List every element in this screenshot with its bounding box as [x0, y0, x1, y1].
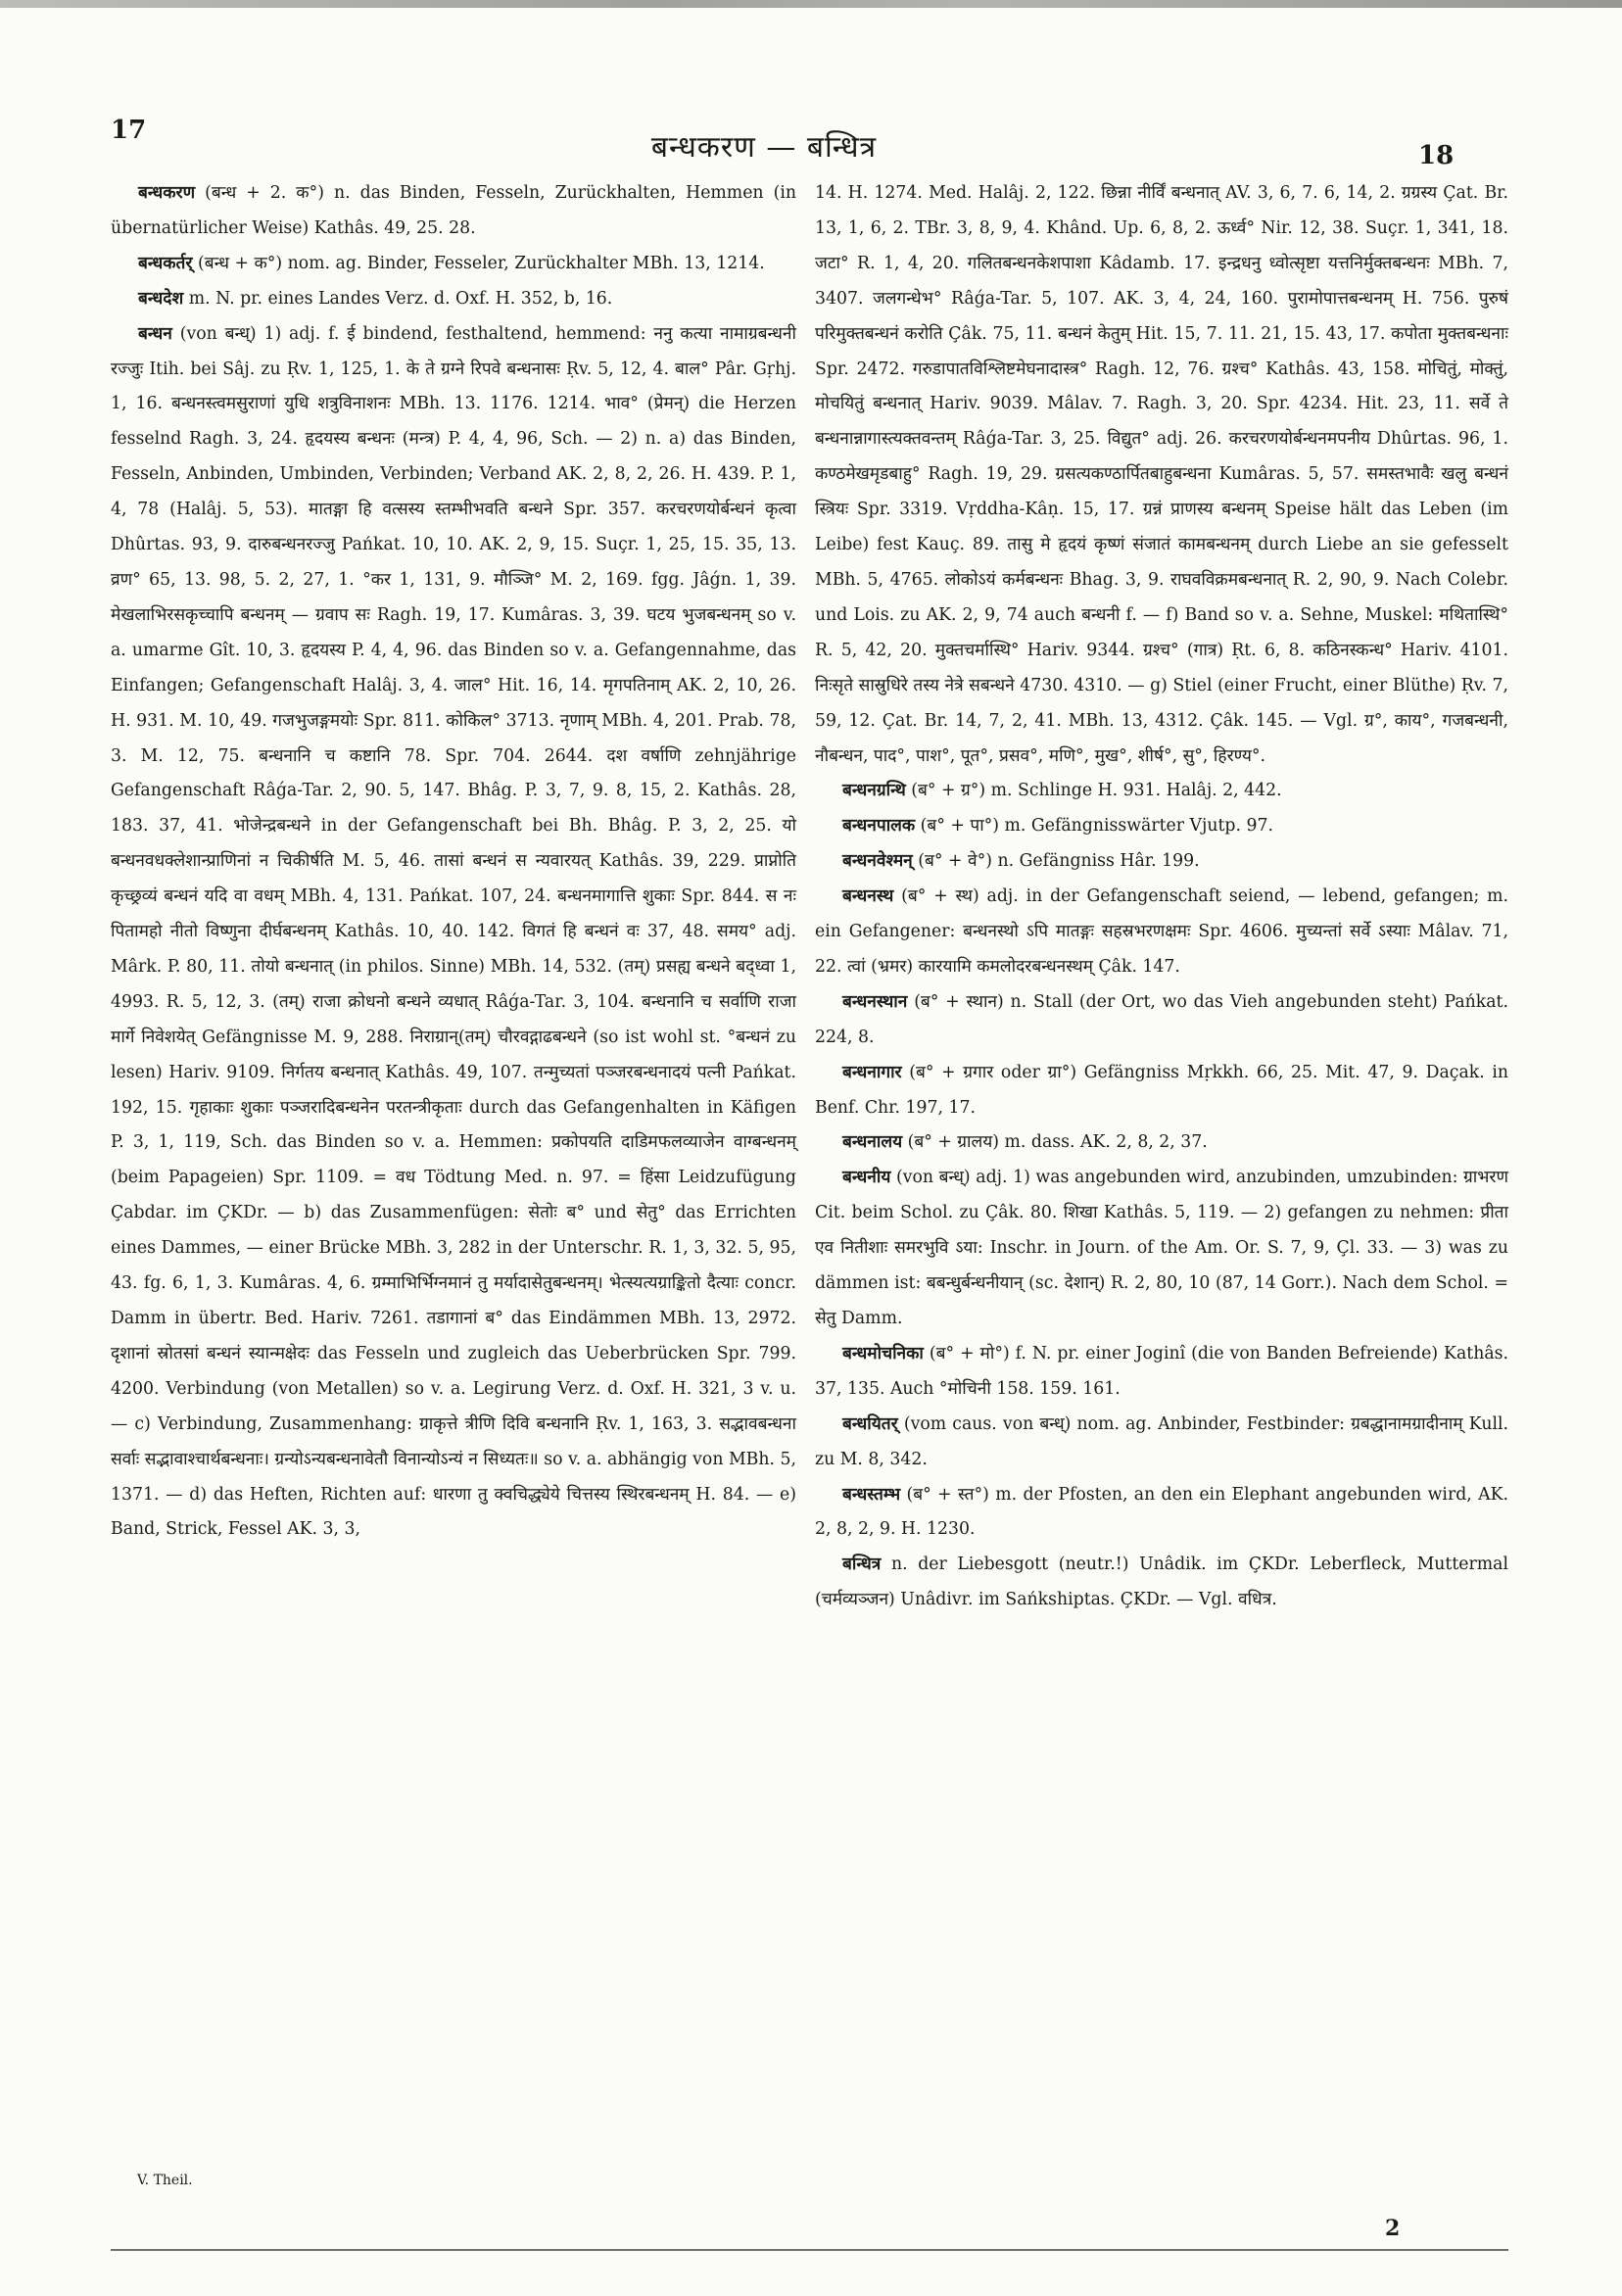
- entry-headword: बन्धमोचनिका: [842, 1343, 924, 1363]
- entry-text: (ब° + वे°) n. Gefängniss Hâr. 199.: [918, 851, 1200, 872]
- dictionary-entry: [815, 176, 1508, 774]
- entry-text: m. N. pr. eines Landes Verz. d. Oxf. H. 352, b, 16.: [188, 288, 613, 309]
- entry-headword: बन्धकरण: [138, 183, 196, 203]
- dictionary-entry: [815, 1408, 1508, 1478]
- scan-edge: [0, 0, 1622, 8]
- entry-headword: बन्धयितर्: [842, 1413, 898, 1434]
- dictionary-entry: [111, 282, 796, 317]
- dictionary-entry: [815, 1056, 1508, 1126]
- dictionary-entry: [111, 247, 796, 282]
- dictionary-entry: [111, 176, 796, 247]
- entry-text: (बन्ध + क°) nom. ag. Binder, Fesseler, Zurückhalter MBh. 13, 1214.: [197, 253, 765, 273]
- entry-headword: बन्धनवेश्मन्: [842, 851, 913, 872]
- entry-text: (बन्ध + 2. क°) n. das Binden, Fesseln, Zurückhalten, Hemmen (in übernatürlicher Weise) Kathâs. 49, 25. 28.: [111, 183, 796, 238]
- entry-headword: बन्धनीय: [842, 1168, 891, 1188]
- left-column: [111, 176, 796, 1548]
- entry-text: (ब° + मो°) f. N. pr. einer Joginî (die von Banden Befreiende) Kathâs. 37, 135. Auch °मोचिनी 158. 159. 161.: [815, 1343, 1509, 1399]
- dictionary-entry: [111, 317, 796, 1549]
- page-number-left: 17: [111, 116, 147, 145]
- dictionary-entry: [815, 809, 1508, 844]
- entry-text: (ब° + स्त°) m. der Pfosten, an den ein Elephant angebunden wird, AK. 2, 8, 2, 9. H. 1230.: [815, 1484, 1508, 1540]
- signature-mark: 2: [1385, 2216, 1401, 2241]
- running-head: बन्धकरण — बन्धित्र: [650, 130, 878, 165]
- dictionary-entry: [815, 985, 1508, 1056]
- dictionary-entry: [815, 1548, 1508, 1618]
- page-number-right: 18: [1418, 141, 1455, 170]
- entry-headword: बन्धनागार: [842, 1062, 902, 1082]
- dictionary-entry: [815, 774, 1508, 809]
- dictionary-entry: [815, 880, 1508, 985]
- entry-text: (ब° + पा°) m. Gefängnisswärter Vjutp. 97.: [920, 816, 1273, 837]
- dictionary-entry: [815, 844, 1508, 880]
- entry-headword: बन्धनग्रन्थि: [842, 781, 906, 801]
- entry-text: (von बन्ध्) 1) adj. f. ई bindend, festhaltend, hemmend: ननु कत्या नामाग्रबन्धनी रज्जुः Itih. bei Sâj. zu Ṛv. 1, 125, 1. के ते ग्रग्ने रिपवे बन्धनासः Ṛv. 5, 12, 4. बाल° Pâr. Gṛhj. 1, 16. बन्धनस्त्वमसुराणां युधि शत्रुविनाशनः MBh. 13. 1176. 1214. भाव° (प्रेमन्) die Herzen fesselnd Ragh. 3, 24. हृदयस्य बन्धनः (मन्त्र) P. 4, 4, 96, Sch. — 2) n. a) das Binden, Fesseln, Anbinden, Umbinden, Verbinden; Verband AK. 2, 8, 2, 26. H. 439. P. 1, 4, 78 (Halâj. 5, 53). मातङ्गा हि वत्सस्य स्तम्भीभवति बन्धने Spr. 357. करचरणयोर्बन्धनं कृत्वा Dhûrtas. 93, 9. दारुबन्धनरज्जु Pańkat. 10, 10. AK. 2, 9, 15. Suçr. 1, 25, 15. 35, 13. व्रण° 65, 13. 98, 5. 2, 27, 1. °कर 1, 131, 9. मौञ्जि° M. 2, 169. fgg. Jâǵn. 1, 39. मेखलाभिरसकृच्चापि बन्धनम् — ग्रवाप सः Ragh. 19, 17. Kumâras. 3, 39. घटय भुजबन्धनम् so v. a. umarme Gît. 10, 3. हृदयस्य P. 4, 4, 96. das Binden so v. a. Gefangennahme, das Einfangen; Gefangenschaft Halâj. 3, 4. जाल° Hit. 16, 14. मृगपतिनाम् AK. 2, 10, 26. H. 931. M. 10, 49. गजभुजङ्गमयोः Spr. 811. कोकिल° 3713. नृणाम् MBh. 4, 201. Prab. 78, 3. M. 12, 75. बन्धनानि च कष्टानि 78. Spr. 704. 2644. दश वर्षाणि zehnjährige Gefangenschaft Râǵa-Tar. 2, 90. 5, 147. Bhâg. P. 3, 7, 9. 8, 15, 2. Kathâs. 28, 183. 37, 41. भोजेन्द्रबन्धने in der Gefangenschaft bei Bh. Bhâg. P. 3, 2, 25. यो बन्धनवधक्लेशान्प्राणिनां न चिकीर्षति M. 5, 46. तासां बन्धनं स न्यवारयत् Kathâs. 39, 229. प्राप्नोति कृच्छ्रव्यं बन्धनं यदि वा वधम् MBh. 4, 131. Pańkat. 107, 24. बन्धनमागात्ति शुकाः Spr. 844. स नः पितामहो नीतो विष्णुना दीर्घबन्धनम् Kathâs. 10, 40. 142. विगतं हि बन्धनं वः 37, 48. समय° adj. Mârk. P. 80, 11. तोयो बन्धनात् (in philos. Sinne) MBh. 14, 532. (तम्) प्रसह्य बन्धने बद्ध्वा 1, 4993. R. 5, 12, 3. (तम्) राजा क्रोधनो बन्धने व्यधात् Râǵa-Tar. 3, 104. बन्धनानि च सर्वाणि राजा मार्गे निवेशयेत् Gefängnisse M. 9, 288. निराग्रान्(तम्) चौरवद्गाढबन्धने (so ist wohl st. °बन्धनं zu lesen) Hariv. 9109. निर्गतय बन्धनात् Kathâs. 49, 107. तन्मुच्यतां पञ्जरबन्धनादयं पत्नी Pańkat. 192, 15. गृहाकाः शुकाः पञ्जरादिबन्धनेन परतन्त्रीकृताः durch das Gefangenhalten in Käfigen P. 3, 1, 119, Sch. das Binden so v. a. Hemmen: प्रकोपयति दाडिमफलव्याजेन वाग्बन्धनम् (beim Papageien) Spr. 1109. = वध Tödtung Med. n. 97. = हिंसा Leidzufügung Çabdar. im ÇKDr. — b) das Zusammenfügen: सेतोः ब° und सेतु° das Errichten eines Dammes, — einer Brücke MBh. 3, 282 in der Unterschr. R. 1, 3, 32. 5, 95, 43. fg. 6, 1, 3. Kumâras. 4, 6. ग्रम्माभिर्भिग्नमानं तु मर्यादासेतुबन्धनम्। भेत्स्यत्यग्राङ्कितो दैत्याः concr. Damm in übertr. Bed. Hariv. 7261. तडागानां ब° das Eindämmen MBh. 13, 2972. दृशानां स्रोतसां बन्धनं स्यान्मक्षेदः das Fesseln und zugleich das Ueberbrücken Spr. 799. 4200. Verbindung (von Metallen) so v. a. Legirung Verz. d. Oxf. H. 321, 3 v. u. — c) Verbindung, Zusammenhang: ग्राकृत्ते त्रीणि दिवि बन्धनानि Ṛv. 1, 163, 3. सद्भावबन्धना सर्वाः सद्भावाश्चार्थबन्धनाः। ग्रन्योऽन्यबन्धनावेतौ विनान्योऽन्यं न सिध्यतः॥ so v. a. abhängig von MBh. 5, 1371. — d) das Heften, Richten auf: धारणा तु क्वचिद्ध्येये चित्तस्य स्थिरबन्धनम् H. 84. — e) Band, Strick, Fessel AK. 3, 3,: [111, 323, 796, 1540]
- volume-mark: V. Theil.: [137, 2173, 193, 2188]
- entry-text: (ब° + स्थ) adj. in der Gefangenschaft seiend, — lebend, gefangen; m. ein Gefangener: बन्धनस्थो ऽपि मातङ्गः सहस्रभरणक्षमः Spr. 4606. मुच्यन्तां सर्वे ऽस्याः Mâlav. 71, 22. त्वां (भ्रमर) कारयामि कमलोदरबन्धनस्थम् Çâk. 147.: [815, 886, 1508, 977]
- dictionary-entry: [815, 1478, 1508, 1549]
- entry-text: 14. H. 1274. Med. Halâj. 2, 122. छिन्ना नीर्विं बन्धनात् AV. 3, 6, 7. 6, 14, 2. ग्रग्रस्य Çat. Br. 13, 1, 6, 2. TBr. 3, 8, 9, 4. Khând. Up. 6, 8, 2. ऊर्ध्व° Nir. 12, 38. Suçr. 1, 341, 18. जटा° R. 1, 4, 20. गलितबन्धनकेशपाशा Kâdamb. 17. इन्द्रधनु ध्वोत्सृष्टा यत्तनिर्मुक्तबन्धनः MBh. 7, 3407. जलगन्धेभ° Râǵa-Tar. 5, 107. AK. 3, 4, 24, 160. पुरामोपात्तबन्धनम् H. 756. पुरुषं परिमुक्तबन्धनं करोति Çâk. 75, 11. बन्धनं केतुम् Hit. 15, 7. 11. 21, 15. 43, 17. कपोता मुक्तबन्धनाः Spr. 2472. गरुडापातविश्लिष्टमेघनादास्त्र° Ragh. 12, 76. ग्रश्च° Kathâs. 43, 158. मोचितुं, मोक्तुं, मोचयितुं बन्धनात् Hariv. 9039. Mâlav. 7. Ragh. 3, 20. Spr. 4234. Hit. 23, 11. सर्वे ते बन्धनान्नागास्त्यक्तवन्तम् Râǵa-Tar. 3, 25. विद्युत° adj. 26. करचरणयोर्बन्धनमपनीय Dhûrtas. 96, 1. कण्ठमेखमृडबाहु° Ragh. 19, 29. ग्रसत्यकण्ठार्पितबाहुबन्धना Kumâras. 5, 57. समस्तभावैः खलु बन्धनं स्त्रियः Spr. 3319. Vṛddha-Kâṇ. 15, 17. ग्रन्नं प्राणस्य बन्धनम् Speise hält das Leben (im Leibe) fest Kauç. 89. तासु मे हृदयं कृष्णं संजातं कामबन्धनम् durch Liebe an sie gefesselt MBh. 5, 4765. लोकोऽयं कर्मबन्धनः Bhag. 3, 9. राघवविक्रमबन्धनात् R. 2, 90, 9. Nach Colebr. und Lois. zu AK. 2, 9, 74 auch बन्धनी f. — f) Band so v. a. Sehne, Muskel: मथितास्थि° R. 5, 42, 20. मुक्तचर्मास्थि° Hariv. 9344. ग्रश्च° (गात्र) Ṛt. 6, 8. कठिनस्कन्ध° Hariv. 4101. निःसृते सास्रुधिरे तस्य नेत्रे सबन्धने 4730. 4310. — g) Stiel (einer Frucht, einer Blüthe) Ṛv. 7, 59, 12. Çat. Br. 14, 7, 2, 41. MBh. 13, 4312. Çâk. 145. — Vgl. ग्र°, काय°, गजबन्धनी, नौबन्धन, पाद°, पाश°, पूत°, प्रसव°, मणि°, मुख°, शीर्ष°, सु°, हिरण्य°.: [815, 183, 1508, 766]
- entry-text: (ब° + ग्र°) m. Schlinge H. 931. Halâj. 2, 442.: [911, 781, 1282, 801]
- dictionary-entry: [815, 1337, 1508, 1408]
- entry-text: (ब° + ग्रालय) m. dass. AK. 2, 8, 2, 37.: [907, 1132, 1208, 1153]
- entry-text: n. der Liebesgott (neutr.!) Unâdik. im ÇKDr. Leberfleck, Muttermal (चर्मव्यञ्जन) Unâdivr. im Sańkshiptas. ÇKDr. — Vgl. वधित्र.: [815, 1555, 1509, 1610]
- entry-headword: बन्धित्र: [842, 1555, 882, 1575]
- entry-headword: बन्धनालय: [842, 1132, 903, 1153]
- entry-headword: बन्धकर्तर्: [138, 253, 193, 273]
- entry-headword: बन्धनस्थ: [842, 886, 894, 907]
- right-column: [815, 176, 1508, 1618]
- entry-text: (vom caus. von बन्ध्) nom. ag. Anbinder, Festbinder: ग्रबद्धानामग्रादीनाम् Kull. zu M. 8, 342.: [815, 1413, 1508, 1469]
- entry-headword: बन्धन: [138, 323, 172, 344]
- entry-headword: बन्धदेश: [138, 288, 184, 309]
- entry-text: (von बन्ध्) adj. 1) was angebunden wird, anzubinden, umzubinden: ग्राभरण Cit. beim Schol. zu Çâk. 80. शिखा Kathâs. 5, 119. — 2) gefangen zu nehmen: प्रीता एव नितीशाः समरभुवि ऽया: Inschr. in Journ. of the Am. Or. S. 7, 9, Çl. 33. — 3) was zu dämmen ist: बबन्धुर्बन्धनीयान् (sc. देशान्) R. 2, 80, 10 (87, 14 Gorr.). Nach dem Schol. = सेतु Damm.: [815, 1168, 1508, 1328]
- entry-headword: बन्धनस्थान: [842, 991, 908, 1012]
- entry-text: (ब° + स्थान) n. Stall (der Ort, wo das Vieh angebunden steht) Pańkat. 224, 8.: [815, 991, 1508, 1047]
- entry-headword: बन्धनपालक: [842, 816, 916, 837]
- bottom-rule: [111, 2249, 1508, 2251]
- dictionary-entry: [815, 1125, 1508, 1161]
- entry-text: (ब° + ग्रगार oder ग्रा°) Gefängniss Mṛkkh. 66, 25. Mit. 47, 9. Daçak. in Benf. Chr. 197, 17.: [815, 1062, 1508, 1118]
- dictionary-entry: [815, 1161, 1508, 1337]
- entry-headword: बन्धस्तम्भ: [842, 1484, 901, 1505]
